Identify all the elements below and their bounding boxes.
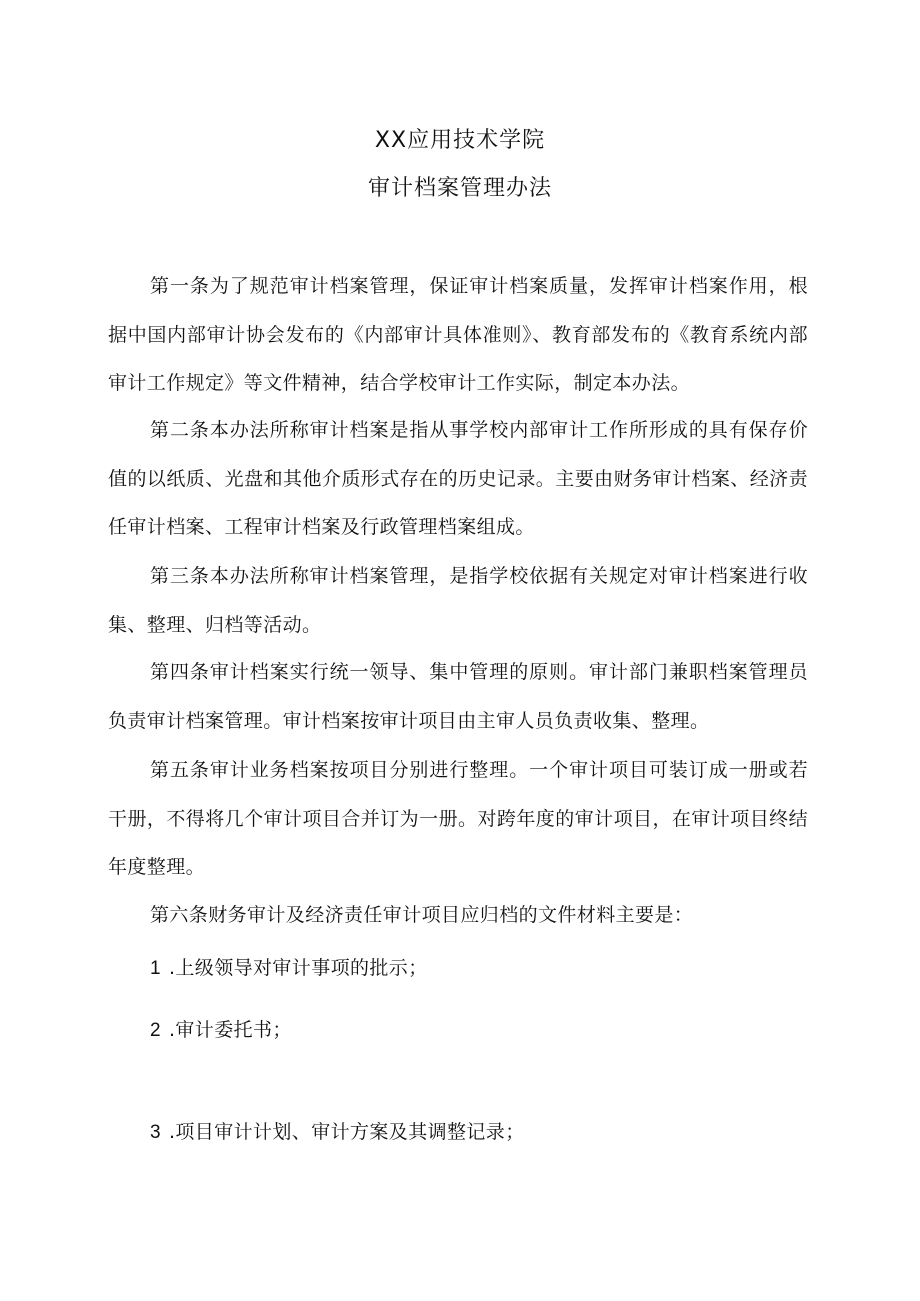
- article-2-paragraph: 第二条本办法所称审计档案是指从事学校内部审计工作所形成的具有保存价值的以纸质、光盘和其他介质形式存在的历史记录。主要由财务审计档案、经济责任审计档案、工程审计档案及行政管理档案组成。: [108, 419, 808, 538]
- list-item-number: 1: [150, 958, 161, 979]
- article-3-paragraph: 第三条本办法所称审计档案管理，是指学校依据有关规定对审计档案进行收集、整理、归档等活动。: [108, 565, 808, 636]
- article-6-paragraph: 第六条财务审计及经济责任审计项目应归档的文件材料主要是：: [150, 904, 694, 926]
- institution-title: XX应用技术学院: [374, 128, 546, 153]
- article-5-paragraph: 第五条审计业务档案按项目分别进行整理。一个审计项目可装订成一册或若干册，不得将几个审计项目合并订为一册。对跨年度的审计项目，在审计项目终结年度整理。: [108, 759, 808, 878]
- article-1-paragraph: 第一条为了规范审计档案管理，保证审计档案质量，发挥审计档案作用，根据中国内部审计协会发布的《内部审计具体准则》、教育部发布的《教育系统内部审计工作规定》等文件精神，结合学校审计工作实际，制定本办法。: [108, 275, 808, 394]
- list-item-number: 3: [150, 1122, 161, 1143]
- list-item: [150, 1016, 292, 1045]
- list-item: [150, 1118, 525, 1147]
- document-title: 审计档案管理办法: [367, 176, 552, 201]
- list-item: [150, 954, 428, 983]
- list-item-number: 2: [150, 1020, 161, 1041]
- list-item-text: .项目审计计划、审计方案及其调整记录；: [168, 1121, 525, 1143]
- list-item-text: .上级领导对审计事项的批示；: [168, 957, 428, 979]
- list-item-text: .审计委托书；: [168, 1019, 292, 1041]
- article-4-paragraph: 第四条审计档案实行统一领导、集中管理的原则。审计部门兼职档案管理员负责审计档案管理。审计档案按审计项目由主审人员负责收集、整理。: [108, 661, 808, 732]
